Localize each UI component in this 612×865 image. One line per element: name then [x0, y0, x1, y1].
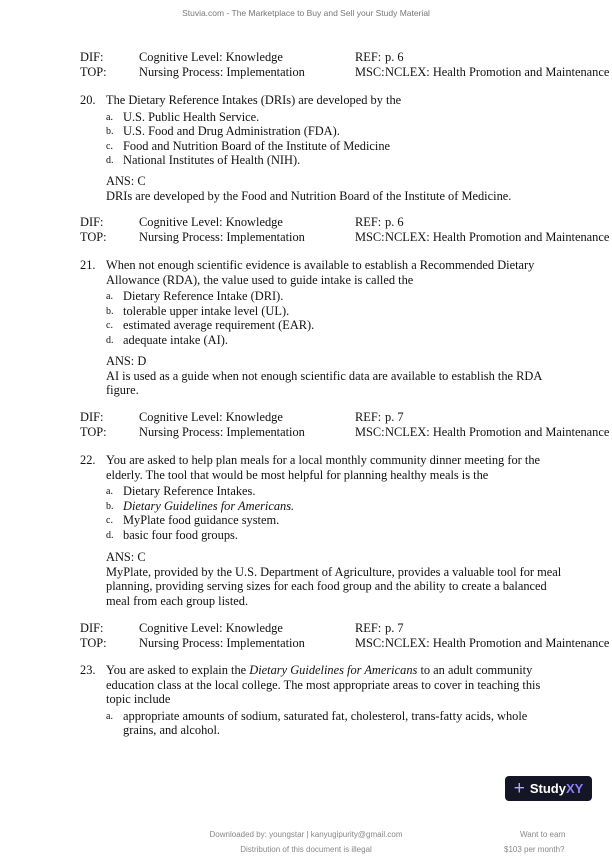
meta-msc-val: NCLEX: Health Promotion and Maintenance [385, 64, 610, 79]
answer-22 [106, 550, 566, 608]
meta-msc: MSC: [355, 635, 385, 650]
answer-key: ANS: C [106, 174, 146, 188]
answer-option [106, 318, 550, 333]
option-letter: d. [106, 334, 114, 346]
answer-option [106, 709, 550, 738]
option-letter: b. [106, 126, 114, 137]
rationale: AI is used as a guide when not enough scientific data are available to establish the RDA figure. [106, 368, 542, 397]
option-text: U.S. Public Health Service. [123, 109, 260, 124]
option-letter: a. [106, 486, 113, 497]
answer-21 [106, 354, 566, 398]
plus-icon: + [513, 778, 525, 799]
meta-ref-val: p. 7 [385, 410, 404, 424]
question-23 [80, 663, 550, 738]
question-stem: You are asked to help plan meals for a local monthly community dinner meeting for the elderly. The tool that would be most helpful for planning healthy meals is the [106, 453, 541, 482]
meta-dif-val: Cognitive Level: Knowledge [139, 410, 283, 424]
page-header: Stuvia.com - The Marketplace to Buy and Sell your Study Material [182, 8, 430, 18]
answer-key: ANS: C [106, 550, 146, 564]
option-text: estimated average requirement (EAR). [123, 318, 315, 332]
option-letter: c. [106, 140, 113, 152]
meta-dif: DIF: [80, 621, 104, 635]
answer-option [106, 289, 550, 304]
meta-ref: REF: [355, 621, 382, 635]
meta-msc: MSC: [355, 424, 385, 439]
option-letter: a. [106, 111, 113, 123]
meta-top: TOP: [80, 64, 107, 79]
meta-ref-val: p. 6 [385, 215, 404, 229]
answer-option [106, 110, 550, 125]
question-22 [80, 453, 550, 542]
question-21 [80, 258, 550, 347]
meta-ref: REF: [355, 50, 382, 64]
question-stem: The Dietary Reference Intakes (DRIs) are developed by the [106, 93, 402, 107]
question-stem: You are asked to explain the Dietary Guidelines for Americans to an adult community education class at the local college. The most appropriate areas to cover in teaching this topic include [106, 663, 541, 706]
meta-dif-val: Cognitive Level: Knowledge [139, 50, 283, 64]
meta-msc-val: NCLEX: Health Promotion and Maintenance [385, 229, 610, 244]
option-text: Dietary Reference Intakes. [123, 484, 256, 498]
option-text: National Institutes of Health (NIH). [123, 153, 301, 167]
question-number: 23. [80, 663, 96, 677]
meta-top-val: Nursing Process: Implementation [139, 635, 305, 650]
answer-option [106, 139, 550, 154]
option-text: U.S. Food and Drug Administration (FDA). [123, 124, 340, 138]
question-number: 21. [80, 258, 96, 272]
option-text: tolerable upper intake level (UL). [123, 303, 290, 318]
meta-top: TOP: [80, 229, 107, 244]
option-letter: b. [106, 305, 114, 317]
rationale: MyPlate, provided by the U.S. Department of Agriculture, provides a valuable tool for meal planning, providing serving sizes for each food group and the ability to create a balanced meal from each group listed. [106, 564, 562, 608]
meta-ref-val: p. 7 [385, 621, 404, 635]
studyxy-logo: StudyXY [529, 781, 584, 796]
meta-msc-val: NCLEX: Health Promotion and Maintenance [385, 424, 610, 439]
meta-top: TOP: [80, 635, 107, 650]
option-letter: a. [106, 710, 113, 722]
answer-option [106, 499, 550, 514]
option-text: Dietary Guidelines for Americans. [123, 498, 295, 513]
option-text: Food and Nutrition Board of the Institute of Medicine [123, 138, 391, 153]
meta-msc-val: NCLEX: Health Promotion and Maintenance [385, 635, 610, 650]
studyxy-button[interactable] [505, 776, 592, 801]
meta-ref: REF: [355, 410, 382, 424]
meta-dif-val: Cognitive Level: Knowledge [139, 621, 283, 635]
meta-ref-val: p. 6 [385, 50, 404, 64]
option-text: MyPlate food guidance system. [123, 513, 280, 527]
earn-link[interactable]: Want to earn [520, 830, 566, 839]
meta-top-val: Nursing Process: Implementation [139, 229, 305, 244]
answer-option [106, 528, 550, 543]
meta-msc: MSC: [355, 64, 385, 79]
distribution-notice: Distribution of this document is illegal [240, 845, 372, 854]
meta-msc: MSC: [355, 229, 385, 244]
meta-dif: DIF: [80, 50, 104, 64]
answer-option [106, 124, 550, 139]
rationale: DRIs are developed by the Food and Nutrition Board of the Institute of Medicine. [106, 188, 512, 203]
answer-option [106, 304, 550, 319]
answer-option [106, 484, 550, 499]
earn-link-2[interactable]: $103 per month? [504, 845, 565, 854]
question-20 [80, 93, 550, 168]
answer-key: ANS: D [106, 354, 147, 368]
meta-dif-val: Cognitive Level: Knowledge [139, 215, 283, 229]
option-letter: c. [106, 515, 113, 526]
answer-option [106, 153, 550, 168]
option-letter: c. [106, 320, 113, 331]
answer-20 [106, 174, 566, 203]
meta-ref: REF: [355, 215, 382, 229]
answer-option [106, 513, 550, 528]
question-stem: When not enough scientific evidence is available to establish a Recommended Dietary Allowance (RDA), the value used to guide intake is called the [106, 258, 535, 287]
meta-dif: DIF: [80, 215, 104, 229]
question-number: 20. [80, 93, 96, 107]
option-text: basic four food groups. [123, 527, 238, 542]
option-letter: d. [106, 529, 114, 541]
answer-option [106, 333, 550, 348]
option-text: adequate intake (AI). [123, 332, 228, 347]
download-info: Downloaded by: youngstar | kanyugipurity@gmail.com [209, 830, 403, 839]
option-text: appropriate amounts of sodium, saturated fat, cholesterol, trans-fatty acids, whole grains, and alcohol. [123, 708, 528, 737]
option-letter: d. [106, 155, 114, 166]
meta-top: TOP: [80, 424, 107, 439]
question-number: 22. [80, 453, 96, 467]
option-letter: b. [106, 500, 114, 512]
meta-top-val: Nursing Process: Implementation [139, 424, 305, 439]
option-letter: a. [106, 291, 113, 302]
meta-top-val: Nursing Process: Implementation [139, 64, 305, 79]
meta-dif: DIF: [80, 410, 104, 424]
option-text: Dietary Reference Intake (DRI). [123, 289, 284, 303]
